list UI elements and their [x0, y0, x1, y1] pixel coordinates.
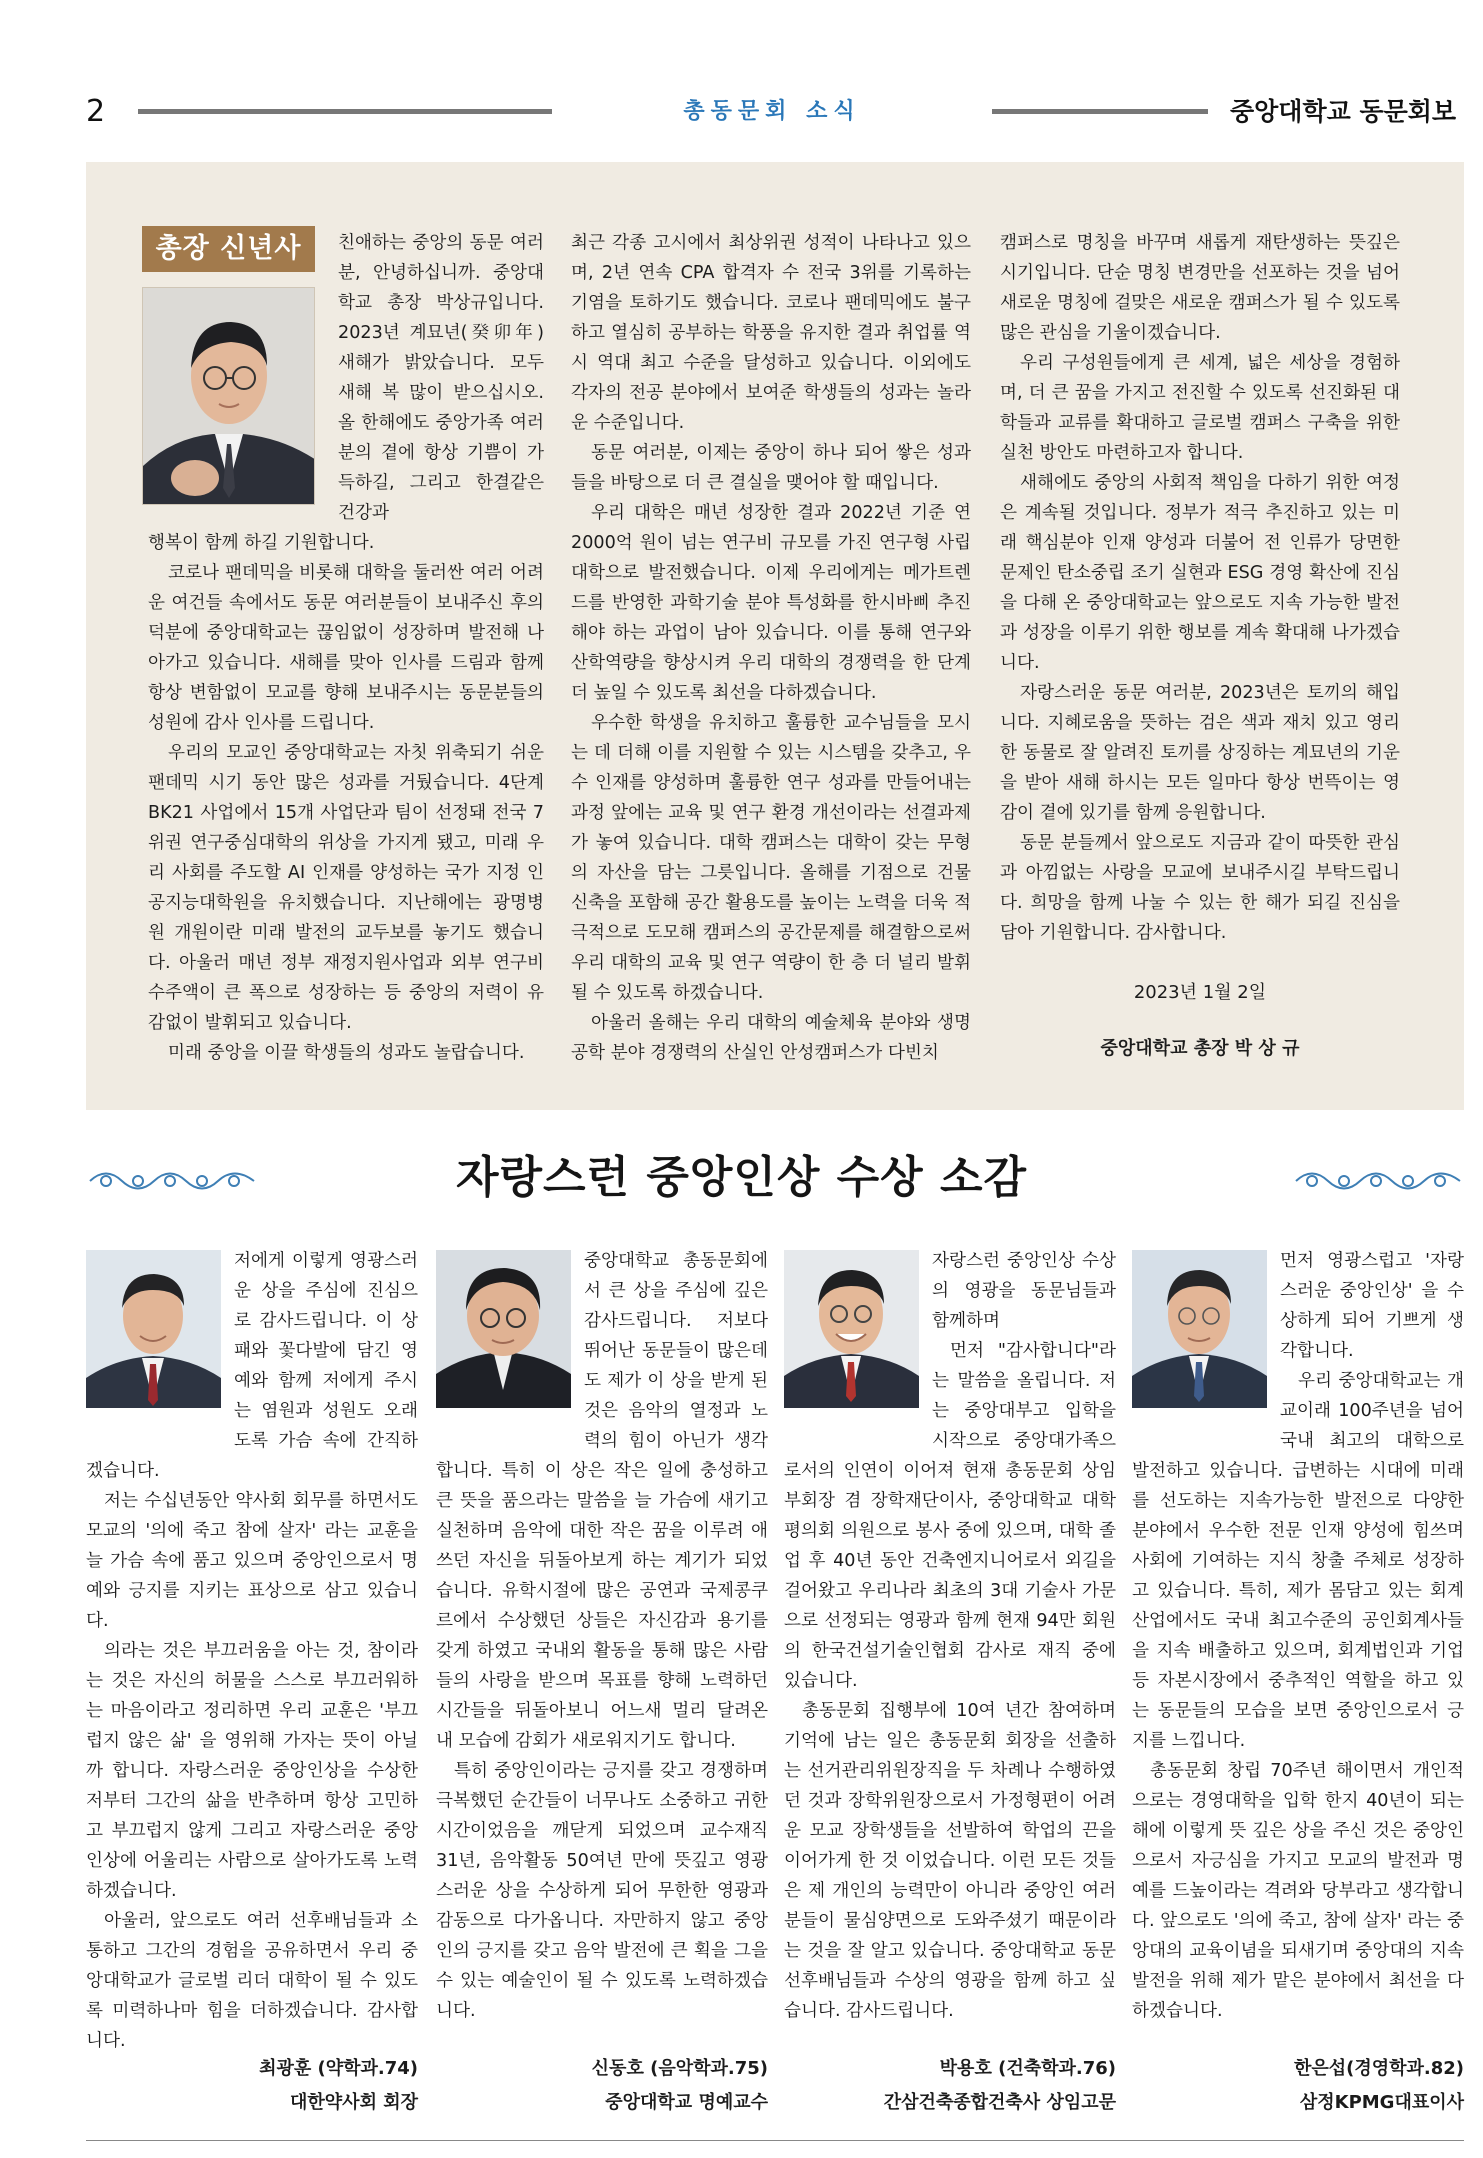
awardee-position: 삼정KPMG대표이사	[1299, 2092, 1464, 2113]
awardee-name: 한은섭(경영학과.82)	[1293, 2058, 1464, 2079]
message-paragraph: 친애하는 중앙의 동문 여러분, 안녕하십니까. 중앙대학교 총장 박상규입니다. 2023년 계묘년(癸卯年) 새해가 밝았습니다. 모두 새해 복 많이 받으십시오. 올 한해에도 중앙가족 여러분의 곁에 항상 기쁨이 가득하길, 그리고 한결같은 건강과	[338, 233, 544, 523]
header-rule-right	[992, 109, 1208, 114]
message-paragraph: 새해에도 중앙의 사회적 책임을 다하기 위한 여정은 계속될 것입니다. 정부가 적극 추진하고 있는 미래 핵심분야 인재 양성과 더불어 전 인류가 당면한 문제인 탄소중립 조기 실현과 ESG 경영 확산에 진심을 다해 온 중앙대학교는 앞으로도 지속 가능한 발전과 성장을 이루기 위한 행보를 계속 확대해 나가겠습니다.	[1000, 473, 1400, 673]
speech-paragraph: 의라는 것은 부끄러움을 아는 것, 참이라는 것은 자신의 허물을 스스로 부끄러워하는 마음이라고 정리하면 우리 교훈은 '부끄럽지 않은 삶' 을 영위해 가자는 뜻이 아닐까 합니다. 자랑스러운 중앙인상을 수상한 저부터 그간의 삶을 반추하며 항상 고민하고 부끄럽지 않게 그리고 자랑스러운 중앙인상에 어울리는 사람으로 살아가도록 노력하겠습니다.	[86, 1641, 418, 1901]
section-title: 총동문회 소식	[683, 99, 861, 124]
message-paragraph: 우수한 학생을 유치하고 훌륭한 교수님들을 모시는 데 더해 이를 지원할 수 있는 시스템을 갖추고, 우수 인재를 양성하며 훌륭한 연구 성과를 만들어내는 과정 앞에는 교육 및 연구 환경 개선이라는 선결과제가 놓여 있습니다. 대학 캠퍼스는 대학이 갖는 무형의 자산을 담는 그릇입니다. 올해를 기점으로 건물 신축을 포함해 공간 활용도를 높이는 노력을 더욱 적극적으로 도모해 캠퍼스의 공간문제를 해결함으로써 우리 대학의 교육 및 연구 역량이 한 층 더 널리 발휘될 수 있도록 하겠습니다.	[571, 713, 971, 1003]
speech-paragraph: 중앙대학교 총동문회에서 큰 상을 주심에 깊은 감사드립니다. 저보다 뛰어난 동문들이 많은데도 제가 이 상을 받게 된 것은 음악의 열정과 노력의 힘이 아닌가 생각합니다. 특히 이 상은 작은 일에 충성하고 큰 뜻을 품으라는 말씀을 늘 가슴에 새기고 실천하며 음악에 대한 작은 꿈을 이루려 애쓰던 자신을 뒤돌아보게 하는 계기가 되었습니다. 유학시절에 많은 공연과 국제콩쿠르에서 수상했던 상들은 자신감과 용기를 갖게 하였고 국내외 활동을 통해 많은 사람들의 사랑을 받으며 목표를 향해 노력하던 시간들을 뒤돌아보니 어느새 멀리 달려온 내 모습에 감회가 새로워지기도 합니다.	[436, 1251, 768, 1751]
message-paragraph: 아울러 올해는 우리 대학의 예술체육 분야와 생명공학 분야 경쟁력의 산실인 안성캠퍼스가 다빈치	[571, 1013, 971, 1063]
header-rule-left	[138, 109, 552, 114]
award-speech-column-4	[1132, 1246, 1464, 2026]
message-column-2	[571, 228, 971, 1068]
message-tag: 총장 신년사	[142, 226, 315, 272]
message-column-1-bottom	[148, 528, 544, 1068]
message-signature: 중앙대학교 총장 박 상 규	[1100, 1038, 1300, 1059]
message-column-1-top	[338, 228, 544, 528]
message-date: 2023년 1월 2일	[1133, 982, 1267, 1003]
awardee-name: 박용호 (건축학과.76)	[939, 2058, 1116, 2079]
award-speech-column-1	[86, 1246, 418, 2056]
ornament-right	[1292, 1164, 1464, 1198]
flourish-ornament-icon	[86, 1164, 258, 1198]
awardee-position: 대한약사회 회장	[290, 2092, 418, 2113]
message-paragraph: 우리 구성원들에게 큰 세계, 넓은 세상을 경험하며, 더 큰 꿈을 가지고 전진할 수 있도록 선진화된 대학들과 교류를 확대하고 글로벌 캠퍼스 구축을 위한 실천 방안도 마련하고자 합니다.	[1000, 353, 1400, 463]
page-number: 2	[86, 94, 106, 129]
bottom-rule	[86, 2140, 1464, 2141]
speech-paragraph: 저는 수십년동안 약사회 회무를 하면서도 모교의 '의에 죽고 참에 살자' 라는 교훈을 늘 가슴 속에 품고 있으며 중앙인으로서 명예와 긍지를 지키는 표상으로 삼고 있습니다.	[86, 1491, 418, 1631]
message-paragraph: 최근 각종 고시에서 최상위권 성적이 나타나고 있으며, 2년 연속 CPA 합격자 수 전국 3위를 기록하는 기염을 토하기도 했습니다. 코로나 팬데믹에도 불구하고 열심히 공부하는 학풍을 유지한 결과 취업률 역시 역대 최고 수준을 달성하고 있습니다. 이외에도 각자의 전공 분야에서 보여준 학생들의 성과는 놀라운 수준입니다.	[571, 233, 971, 433]
message-paragraph: 동문 분들께서 앞으로도 지금과 같이 따뜻한 관심과 아낌없는 사랑을 모교에 보내주시길 부탁드립니다. 희망을 함께 나눌 수 있는 한 해가 되길 진심을 담아 기원합니다. 감사합니다.	[1000, 833, 1400, 943]
award-section-title: 자랑스런 중앙인상 수상 소감	[455, 1152, 1027, 1203]
awardee-position: 중앙대학교 명예교수	[605, 2092, 768, 2113]
ornament-left	[86, 1164, 258, 1198]
awardee-name: 신동호 (음악학과.75)	[591, 2058, 768, 2079]
president-photo	[142, 287, 315, 505]
message-paragraph: 우리 대학은 매년 성장한 결과 2022년 기준 연 2000억 원이 넘는 연구비 규모를 가진 연구형 사립대학으로 발전했습니다. 이제 우리에게는 메가트렌드를 반영한 과학기술 분야 특성화를 한시바삐 추진해야 하는 과업이 남아 있습니다. 이를 통해 연구와 산학역량을 향상시켜 우리 대학의 경쟁력을 한 단계 더 높일 수 있도록 최선을 다하겠습니다.	[571, 503, 971, 703]
speech-paragraph: 저에게 이렇게 영광스러운 상을 주심에 진심으로 감사드립니다. 이 상패와 꽃다발에 담긴 영예와 함께 저에게 주시는 염원과 성원도 오래도록 가슴 속에 간직하겠습니다.	[86, 1251, 418, 1481]
message-column-3	[1000, 228, 1400, 948]
awardee-position: 간삼건축종합건축사 상임고문	[883, 2092, 1116, 2113]
message-paragraph: 우리의 모교인 중앙대학교는 자칫 위축되기 쉬운 팬데믹 시기 동안 많은 성과를 거뒀습니다. 4단계 BK21 사업에서 15개 사업단과 팀이 선정돼 전국 7위권 연구중심대학의 위상을 가지게 됐고, 미래 우리 사회를 주도할 AI 인재를 양성하는 국가 지정 인공지능대학원을 유치했습니다. 지난해에는 광명병원 개원이란 미래 발전의 교두보를 놓기도 했습니다. 아울러 매년 정부 재정지원사업과 외부 연구비 수주액이 큰 폭으로 성장하는 등 중앙의 저력이 유감없이 발휘되고 있습니다.	[148, 743, 544, 1033]
flourish-ornament-icon	[1292, 1164, 1464, 1198]
speech-paragraph: 총동문회 집행부에 10여 년간 참여하며 기억에 남는 일은 총동문회 회장을 선출하는 선거관리위원장직을 두 차례나 수행하였던 것과 장학위원장으로서 가정형편이 어려운 모교 장학생들을 선발하여 학업의 끈을 이어가게 한 것 이었습니다. 이런 모든 것들은 제 개인의 능력만이 아니라 중앙인 여러분들이 물심양면으로 도와주셨기 때문이라는 것을 잘 알고 있습니다. 중앙대학교 동문 선후배님들과 수상의 영광을 함께 하고 싶습니다. 감사드립니다.	[784, 1701, 1116, 2021]
newspaper-name: 중앙대학교 동문회보	[1230, 97, 1457, 126]
message-paragraph: 자랑스러운 동문 여러분, 2023년은 토끼의 해입니다. 지혜로움을 뜻하는 검은 색과 재치 있고 영리한 동물로 잘 알려진 토끼를 상징하는 계묘년의 기운을 받아 새해 하시는 모든 일마다 항상 번뜩이는 영감이 곁에 있기를 함께 응원합니다.	[1000, 683, 1400, 823]
message-paragraph: 코로나 팬데믹을 비롯해 대학을 둘러싼 여러 어려운 여건들 속에서도 동문 여러분들이 보내주신 후의 덕분에 중앙대학교는 끊임없이 성장하며 발전해 나아가고 있습니다. 새해를 맞아 인사를 드림과 함께 항상 변함없이 모교를 향해 보내주시는 동문분들의 성원에 감사 인사를 드립니다.	[148, 563, 544, 733]
speech-paragraph: 우리 중앙대학교는 개교이래 100주년을 넘어 국내 최고의 대학으로 발전하고 있습니다. 급변하는 시대에 미래를 선도하는 지속가능한 발전으로 다양한 분야에서 우수한 전문 인재 양성에 힘쓰며 사회에 기여하는 지식 창출 주체로 성장하고 있습니다. 특히, 제가 몸담고 있는 회계산업에서도 국내 최고수준의 공인회계사들을 지속 배출하고 있으며, 회계법인과 기업 등 자본시장에서 중추적인 역할을 하고 있는 동문들의 모습을 보면 중앙인으로서 긍지를 느낍니다.	[1132, 1371, 1464, 1751]
speech-paragraph: 먼저 영광스럽고 '자랑스러운 중앙인상' 을 수상하게 되어 기쁘게 생각합니다.	[1280, 1251, 1464, 1361]
speech-paragraph: 아울러, 앞으로도 여러 선후배님들과 소통하고 그간의 경험을 공유하면서 우리 중앙대학교가 글로벌 리더 대학이 될 수 있도록 미력하나마 힘을 더하겠습니다. 감사합니다.	[86, 1911, 418, 2051]
message-paragraph: 미래 중앙을 이끌 학생들의 성과도 놀랍습니다.	[168, 1043, 525, 1063]
message-paragraph: 행복이 함께 하길 기원합니다.	[148, 533, 375, 553]
speech-paragraph: 특히 중앙인이라는 긍지를 갖고 경쟁하며 극복했던 순간들이 너무나도 소중하고 귀한 시간이었음을 깨닫게 되었으며 교수재직 31년, 음악활동 50여년 만에 뜻깊고 영광스러운 상을 수상하게 되어 무한한 영광과 감동으로 다가옵니다. 자만하지 않고 중앙인의 긍지를 갖고 음악 발전에 큰 획을 그을 수 있는 예술인이 될 수 있도록 노력하겠습니다.	[436, 1761, 768, 2021]
message-paragraph: 동문 여러분, 이제는 중앙이 하나 되어 쌓은 성과들을 바탕으로 더 큰 결실을 맺어야 할 때입니다.	[571, 443, 971, 493]
award-speech-column-3	[784, 1246, 1116, 2026]
award-speech-column-2	[436, 1246, 768, 2026]
message-paragraph: 캠퍼스로 명칭을 바꾸며 새롭게 재탄생하는 뜻깊은 시기입니다. 단순 명칭 변경만을 선포하는 것을 넘어 새로운 명칭에 걸맞은 새로운 캠퍼스가 될 수 있도록 많은 관심을 기울이겠습니다.	[1000, 233, 1400, 343]
awardee-name: 최광훈 (약학과.74)	[259, 2058, 418, 2079]
speech-paragraph: 먼저 "감사합니다"라는 말씀을 올립니다. 저는 중앙대부고 입학을 시작으로 중앙대가족으로서의 인연이 이어져 현재 총동문회 상임부회장 겸 장학재단이사, 중앙대학교 대학평의회 의원으로 봉사 중에 있으며, 대학 졸업 후 40년 동안 건축엔지니어로서 외길을 걸어왔고 우리나라 최초의 3대 기술사 가문으로 선정되는 영광과 함께 현재 94만 회원의 한국건설기술인협회 감사로 재직 중에 있습니다.	[784, 1341, 1116, 1691]
speech-paragraph: 총동문회 창립 70주년 해이면서 개인적으로는 경영대학을 입학 한지 40년이 되는 해에 이렇게 뜻 깊은 상을 주신 것은 중앙인으로서 자긍심을 가지고 모교의 발전과 명예를 드높이라는 격려와 당부라고 생각합니다. 앞으로도 '의에 죽고, 참에 살자' 라는 중앙대의 교육이념을 되새기며 중앙대의 지속 발전을 위해 제가 맡은 분야에서 최선을 다하겠습니다.	[1132, 1761, 1464, 2021]
speech-paragraph: 자랑스런 중앙인상 수상의 영광을 동문님들과 함께하며	[932, 1251, 1116, 1331]
portrait-photo-icon	[143, 288, 315, 505]
